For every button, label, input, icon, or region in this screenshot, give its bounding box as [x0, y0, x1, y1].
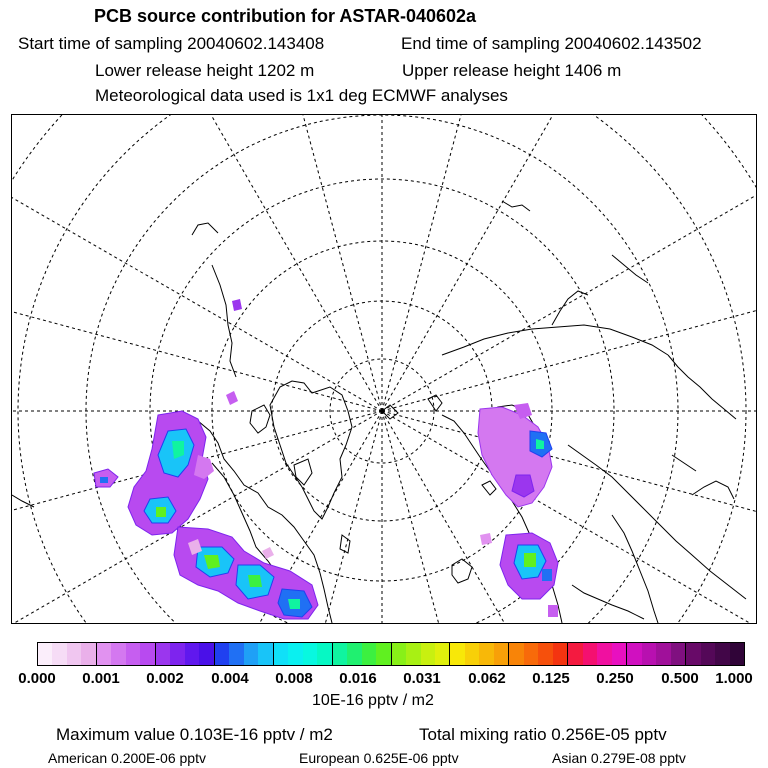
asian-contribution: Asian 0.279E-08 pptv	[552, 750, 686, 766]
colorbar-tick-label: 0.002	[146, 670, 184, 687]
colorbar-swatch	[627, 643, 641, 665]
colorbar-swatch	[671, 643, 685, 665]
colorbar-swatch	[288, 643, 302, 665]
colorbar-swatch	[258, 643, 272, 665]
colorbar-tick-label: 0.250	[596, 670, 634, 687]
colorbar-tick-label: 0.062	[468, 670, 506, 687]
colorbar-swatch	[274, 643, 288, 665]
colorbar-segment	[686, 643, 744, 665]
polar-map	[11, 114, 757, 624]
colorbar-segment	[627, 643, 686, 665]
latitude-circles	[12, 115, 756, 623]
colorbar-swatch	[494, 643, 508, 665]
colorbar-segment	[568, 643, 627, 665]
colorbar-swatch	[126, 643, 140, 665]
colorbar-tick-label: 0.016	[339, 670, 377, 687]
colorbar-swatch	[185, 643, 199, 665]
colorbar-swatch	[686, 643, 700, 665]
colorbar-tick-label: 0.500	[661, 670, 699, 687]
colorbar-swatch	[38, 643, 52, 665]
colorbar-swatch	[479, 643, 493, 665]
colorbar-swatch	[97, 643, 111, 665]
met-data-label: Meteorological data used is 1x1 deg ECMWF analyses	[95, 86, 508, 105]
coastlines	[12, 201, 746, 623]
colorbar-swatch	[612, 643, 626, 665]
colorbar-swatch	[140, 643, 154, 665]
start-time-label: Start time of sampling 20040602.143408	[18, 34, 325, 53]
colorbar-swatch	[52, 643, 66, 665]
colorbar-swatch	[421, 643, 435, 665]
colorbar-swatch	[229, 643, 243, 665]
colorbar-swatch	[317, 643, 331, 665]
colorbar-segment	[509, 643, 568, 665]
total-mixing-ratio-label: Total mixing ratio 0.256E-05 pptv	[419, 725, 667, 744]
colorbar-units: 10E-16 pptv / m2	[312, 692, 434, 709]
colorbar-segment	[215, 643, 274, 665]
plot-title: PCB source contribution for ASTAR-040602a	[94, 6, 477, 26]
colorbar-swatch	[333, 643, 347, 665]
colorbar-swatch	[111, 643, 125, 665]
colorbar-swatch	[642, 643, 656, 665]
colorbar-swatch	[553, 643, 567, 665]
colorbar-tick-label: 0.000	[18, 670, 56, 687]
colorbar-tick-label: 1.000	[715, 670, 753, 687]
colorbar-segment	[450, 643, 509, 665]
colorbar-swatch	[524, 643, 538, 665]
colorbar-tick-label: 0.008	[275, 670, 313, 687]
colorbar-tick-label: 0.004	[211, 670, 249, 687]
colorbar-swatch	[81, 643, 95, 665]
colorbar-swatch	[568, 643, 582, 665]
european-contribution: European 0.625E-06 pptv	[299, 750, 459, 766]
max-value-label: Maximum value 0.103E-16 pptv / m2	[56, 725, 333, 744]
colorbar-swatch	[362, 643, 376, 665]
colorbar-tick-label: 0.125	[532, 670, 570, 687]
colorbar-swatch	[597, 643, 611, 665]
colorbar-swatch	[435, 643, 449, 665]
upper-height-label: Upper release height 1406 m	[402, 61, 622, 80]
colorbar-swatch	[156, 643, 170, 665]
colorbar-swatch	[406, 643, 420, 665]
colorbar-swatch	[199, 643, 213, 665]
colorbar-tick-label: 0.001	[82, 670, 120, 687]
colorbar-segment	[274, 643, 333, 665]
colorbar-swatch	[392, 643, 406, 665]
american-contribution: American 0.200E-06 pptv	[48, 750, 206, 766]
colorbar-swatch	[538, 643, 552, 665]
colorbar-segment	[392, 643, 451, 665]
colorbar-swatch	[583, 643, 597, 665]
colorbar-segment	[333, 643, 392, 665]
colorbar-segment	[38, 643, 97, 665]
colorbar	[37, 642, 745, 666]
colorbar-swatch	[730, 643, 744, 665]
colorbar-segment	[97, 643, 156, 665]
colorbar-swatch	[170, 643, 184, 665]
colorbar-swatch	[715, 643, 729, 665]
colorbar-swatch	[376, 643, 390, 665]
colorbar-swatch	[509, 643, 523, 665]
colorbar-swatch	[303, 643, 317, 665]
colorbar-segment	[156, 643, 215, 665]
colorbar-swatch	[215, 643, 229, 665]
colorbar-swatch	[656, 643, 670, 665]
lower-height-label: Lower release height 1202 m	[95, 61, 315, 80]
end-time-label: End time of sampling 20040602.143502	[401, 34, 702, 53]
colorbar-swatch	[67, 643, 81, 665]
colorbar-swatch	[450, 643, 464, 665]
meridians	[12, 115, 756, 623]
colorbar-tick-label: 0.031	[403, 670, 441, 687]
colorbar-swatch	[244, 643, 258, 665]
colorbar-swatch	[347, 643, 361, 665]
colorbar-swatch	[701, 643, 715, 665]
colorbar-swatch	[465, 643, 479, 665]
